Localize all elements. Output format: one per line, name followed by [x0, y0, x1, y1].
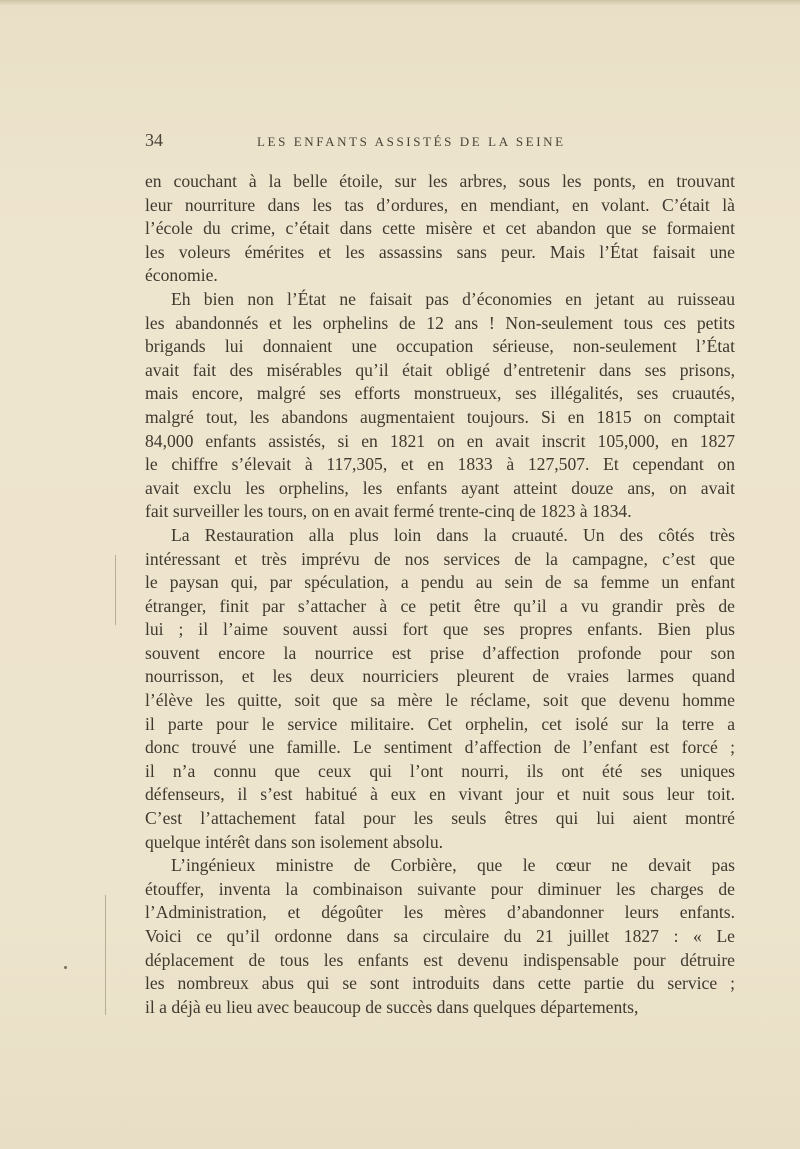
margin-mark	[105, 895, 106, 1015]
margin-mark	[115, 555, 116, 625]
text-line: les abandonnés et les orphelins de 12 ans ! Non-seulement tous ces petits	[145, 312, 735, 333]
text-line: nourrisson, et les deux nourriciers pleurent de vraies larmes quand	[145, 666, 735, 687]
text-line: il parte pour le service militaire. Cet orphelin, cet isolé sur la terre a	[145, 713, 735, 734]
text-line: il n’a connu que ceux qui l’ont nourri, ils ont été ses uniques	[145, 760, 735, 781]
text-line: Eh bien non l’État ne faisait pas d’économies en jetant au ruisseau	[171, 288, 735, 309]
text-line: avait exclu les orphelins, les enfants ayant atteint douze ans, on avait	[145, 477, 735, 498]
text-line: le chiffre s’élevait à 117,305, et en 1833 à 127,507. Et cependant on	[145, 454, 735, 475]
text-line: en couchant à la belle étoile, sur les arbres, sous les ponts, en trouvant	[145, 171, 735, 191]
text-line: malgré tout, les abandons augmentaient toujours. Si en 1815 on comptait	[145, 406, 735, 427]
paragraph	[145, 524, 735, 854]
text-line: déplacement de tous les enfants est devenu indispensable pour détruire	[145, 949, 735, 970]
page-top-edge	[0, 0, 800, 6]
body-text	[145, 170, 735, 1019]
text-line: avait fait des misérables qu’il était obligé d’entretenir dans ses prisons,	[145, 359, 735, 380]
paragraph	[145, 854, 735, 1019]
text-line: Voici ce qu’il ordonne dans sa circulaire du 21 juillet 1827 : « Le	[145, 926, 735, 946]
page-number: 34	[145, 130, 163, 150]
text-line: quelque intérêt dans son isolement absolu.	[145, 831, 444, 852]
text-line: défenseurs, il s’est habitué à eux en vivant jour et nuit sous leur toit.	[145, 784, 735, 805]
text-line: L’ingénieux ministre de Corbière, que le cœur ne devait pas	[171, 855, 735, 876]
text-line: C’est l’attachement fatal pour les seuls êtres qui lui aient montré	[145, 808, 735, 829]
text-line: économie.	[145, 265, 218, 286]
paragraph	[145, 170, 735, 288]
text-line: l’école du crime, c’était dans cette misère et cet abandon que se formaient	[145, 218, 735, 239]
paragraph	[145, 288, 735, 524]
text-line: leur nourriture dans les tas d’ordures, en mendiant, en volant. C’était là	[145, 194, 735, 215]
text-line: intéressant et très imprévu de nos services de la campagne, c’est que	[145, 548, 735, 569]
text-line: lui ; il l’aime souvent aussi fort que ses propres enfants. Bien plus	[145, 619, 735, 640]
text-line: le paysan qui, par spéculation, a pendu au sein de sa femme un enfant	[145, 572, 735, 593]
text-line: étranger, finit par s’attacher à ce petit être qu’il a vu grandir près de	[145, 595, 735, 616]
page-header	[145, 130, 735, 152]
text-line: mais encore, malgré ses efforts monstrueux, ses illégalités, ses cruautés,	[145, 383, 735, 404]
text-line: l’Administration, et dégoûter les mères d’abandonner leurs enfants.	[145, 902, 735, 923]
text-line: il a déjà eu lieu avec beaucoup de succès dans quelques départements,	[145, 996, 639, 1017]
text-line: donc trouvé une famille. Le sentiment d’affection de l’enfant est forcé ;	[145, 737, 735, 758]
text-line: l’élève les quitte, soit que sa mère le réclame, soit que devenu homme	[145, 690, 735, 711]
text-line: étouffer, inventa la combinaison suivante pour diminuer les charges de	[145, 878, 735, 899]
text-line: fait surveiller les tours, on en avait fermé trente-cinq de 1823 à 1834.	[145, 501, 632, 522]
margin-dot	[64, 966, 67, 969]
text-line: brigands lui donnaient une occupation sérieuse, non-seulement l’État	[145, 336, 735, 357]
text-line: 84,000 enfants assistés, si en 1821 on en avait inscrit 105,000, en 1827	[145, 430, 735, 451]
running-title: LES ENFANTS ASSISTÉS DE LA SEINE	[257, 134, 566, 149]
text-line: les nombreux abus qui se sont introduits dans cette partie du service ;	[145, 973, 735, 994]
text-line: souvent encore la nourrice est prise d’affection profonde pour son	[145, 642, 735, 663]
text-line: La Restauration alla plus loin dans la cruauté. Un des côtés très	[171, 524, 735, 545]
text-line: les voleurs émérites et les assassins sans peur. Mais l’État faisait une	[145, 241, 735, 262]
